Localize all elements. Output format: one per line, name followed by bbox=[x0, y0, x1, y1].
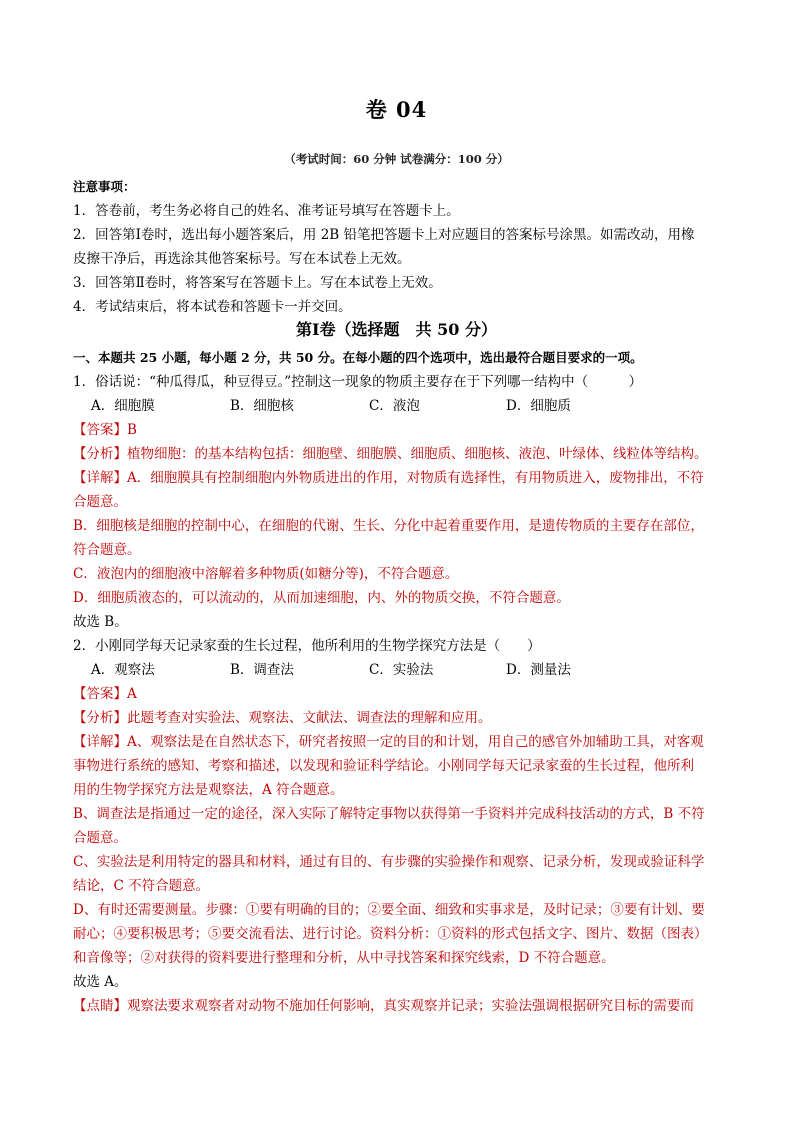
question-2-detail bbox=[73, 730, 723, 754]
detail-text: 合题意。 bbox=[73, 830, 127, 846]
page-title: 卷 04 bbox=[365, 97, 428, 122]
detail-text: A．细胞膜具有控制细胞内外物质进出的作用，对物质有选择性，有用物质进入，废物排出，不符 bbox=[127, 470, 704, 486]
question-1-options bbox=[73, 394, 723, 418]
question-1-analysis bbox=[73, 442, 723, 466]
question-2-conclusion: 故选 A。 bbox=[73, 974, 128, 990]
detail-text: A、观察法是在自然状态下，研究者按照一定的目的和计划，用自己的感官外加辅助工具，对客观 bbox=[127, 734, 704, 750]
detail-text: B．细胞核是细胞的控制中心，在细胞的代谢、生长、分化中起着重要作用，是遗传物质的主要存在部位， bbox=[73, 518, 704, 534]
analysis-tag: 【分析】 bbox=[73, 710, 127, 726]
notes-block bbox=[73, 175, 733, 319]
question-1-detail bbox=[73, 466, 723, 490]
detail-tag: 【详解】 bbox=[73, 734, 127, 750]
question-1-answer bbox=[73, 418, 723, 442]
detail-tag: 【详解】 bbox=[73, 470, 127, 486]
note-item: 4．考试结束后，将本试卷和答题卡一并交回。 bbox=[73, 299, 352, 315]
answer-tag: 【答案】 bbox=[73, 686, 127, 702]
question-1-conclusion: 故选 B。 bbox=[73, 614, 128, 630]
question-2-stem: 2．小刚同学每天记录家蚕的生长过程，他所利用的生物学探究方法是（ ） bbox=[73, 638, 541, 654]
detail-text: 用的生物学探究方法是观察法，A 符合题意。 bbox=[73, 782, 344, 798]
answer-value: B bbox=[127, 422, 137, 438]
option-d: D．细胞质 bbox=[506, 398, 571, 414]
question-2-answer bbox=[73, 682, 723, 706]
answer-tag: 【答案】 bbox=[73, 422, 127, 438]
comment-tag: 【点睛】 bbox=[73, 998, 127, 1014]
option-c: C．实验法 bbox=[369, 662, 434, 678]
note-item: 皮擦干净后，再选涂其他答案标号。写在本试卷上无效。 bbox=[73, 251, 411, 267]
note-item: 2．回答第Ⅰ卷时，选出每小题答案后，用 2B 铅笔把答题卡上对应题目的答案标号涂黑。如需改动，用橡 bbox=[73, 227, 695, 243]
analysis-tag: 【分析】 bbox=[73, 446, 127, 462]
section-title: 第Ⅰ卷（选择题 共 50 分） bbox=[296, 320, 497, 339]
option-b: B．调查法 bbox=[230, 662, 294, 678]
question-1-stem: 1．俗话说：“种瓜得瓜，种豆得豆。”控制这一现象的物质主要存在于下列哪一结构中（ ） bbox=[73, 374, 643, 390]
note-item: 3．回答第Ⅱ卷时，将答案写在答题卡上。写在本试卷上无效。 bbox=[73, 275, 442, 291]
questions-content bbox=[73, 346, 723, 1018]
analysis-text: 此题考查对实验法、观察法、文献法、调查法的理解和应用。 bbox=[127, 710, 492, 726]
detail-text: 事物进行系统的感知、考察和描述，以发现和验证科学结论。小刚同学每天记录家蚕的生长过程，他所利 bbox=[73, 758, 694, 774]
option-b: B．细胞核 bbox=[230, 398, 294, 414]
analysis-text: 植物细胞：的基本结构包括：细胞壁、细胞膜、细胞质、细胞核、液泡、叶绿体、线粒体等结构。 bbox=[127, 446, 708, 462]
option-a: A．细胞膜 bbox=[91, 398, 155, 414]
question-2-options bbox=[73, 658, 723, 682]
detail-text: D．细胞质液态的，可以流动的，从而加速细胞，内、外的物质交换，不符合题意。 bbox=[73, 590, 570, 606]
option-c: C．液泡 bbox=[369, 398, 420, 414]
detail-text: C．液泡内的细胞液中溶解着多种物质(如糖分等)，不符合题意。 bbox=[73, 566, 459, 582]
detail-text: 和音像等；②对获得的资料要进行整理和分析，从中寻找答案和探究线索，D 不符合题意。 bbox=[73, 950, 615, 966]
answer-value: A bbox=[127, 686, 137, 702]
notes-heading: 注意事项： bbox=[73, 179, 136, 194]
detail-text: 结论，C 不符合题意。 bbox=[73, 878, 210, 894]
comment-text: 观察法要求观察者对动物不施加任何影响，真实观察并记录；实验法强调根据研究目标的需要而 bbox=[127, 998, 694, 1014]
detail-text: D、有时还需要测量。步骤：①要有明确的目的；②要全面、细致和实事求是，及时记录；③要有计划、要 bbox=[73, 902, 705, 918]
detail-text: C、实验法是利用特定的器具和材料，通过有目的、有步骤的实验操作和观察、记录分析，发现或验证科学 bbox=[73, 854, 705, 870]
detail-text: 耐心；④要积极思考；⑤要交流看法、进行讨论。资料分析：①资料的形式包括文字、图片、数据（图表） bbox=[73, 926, 708, 942]
note-item: 1．答卷前，考生务必将自己的姓名、准考证号填写在答题卡上。 bbox=[73, 203, 460, 219]
option-a: A．观察法 bbox=[91, 662, 155, 678]
section-instruction: 一、本题共 25 小题，每小题 2 分，共 50 分。在每小题的四个选项中，选出最符合题目要求的一项。 bbox=[73, 350, 643, 365]
exam-info: （考试时间：60 分钟 试卷满分：100 分） bbox=[284, 152, 509, 166]
question-2-comment bbox=[73, 994, 723, 1018]
option-d: D．测量法 bbox=[506, 662, 571, 678]
question-2-analysis bbox=[73, 706, 723, 730]
detail-text: 合题意。 bbox=[73, 494, 127, 510]
detail-text: B、调查法是指通过一定的途径，深入实际了解特定事物以获得第一手资料并完成科技活动的方式，B 不符 bbox=[73, 806, 705, 822]
detail-text: 符合题意。 bbox=[73, 542, 141, 558]
